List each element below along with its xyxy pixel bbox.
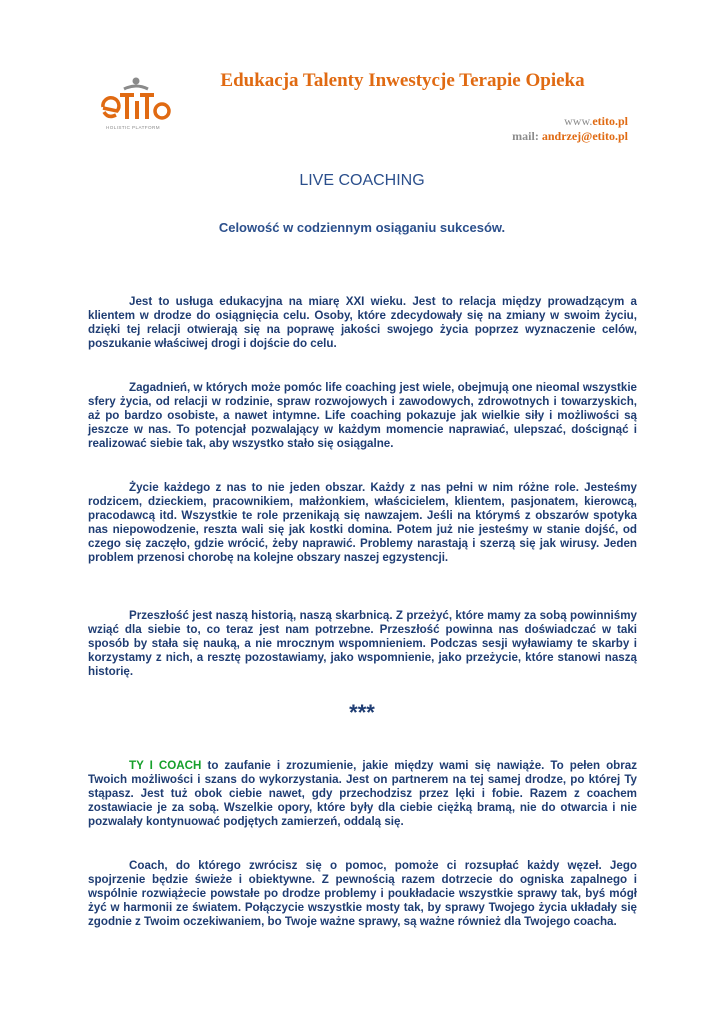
section-separator: *** — [349, 700, 375, 725]
mail-label: mail: — [512, 129, 539, 143]
contact-block — [512, 114, 628, 144]
mail-line — [512, 129, 628, 144]
document-subtitle: Celowość w codziennym osiąganiu sukcesów. — [218, 220, 506, 235]
mail-link[interactable]: andrzej@etito.pl — [541, 129, 628, 143]
paragraph-1: Jest to usługa edukacyjna na miarę XXI wieku. Jest to relacja między prowadzącym a klientem w drodze do osiągnięcia celu. Osoby, które zdecydowały się na zmiany w swoim życiu, dzięki tej relacji otwierają się na poprawę jakości swojego życia poprzez wyznaczenie celów, poszukanie właściwej drogi i dojście do celu. — [88, 295, 637, 351]
etito-logo — [100, 75, 172, 137]
website-prefix: www. — [564, 114, 593, 128]
paragraph-coach — [88, 759, 637, 829]
paragraph-4: Przeszłość jest naszą historią, naszą skarbnicą. Z przeżyć, które mamy za sobą powinniśmy wziąć dla siebie to, co teraz jest nam potrzebne. Przeszłość powinna nas doświadczać w taki sposób by stała się nauką, a nie mrocznym wspomnieniem. Podczas sesji wyławiamy te skarby i korzystamy z nich, a resztę pozostawiamy, jako wspomnienie, jako przeżycie, które stanowi naszą historię. — [88, 609, 637, 679]
logo-tagline: HOLISTIC PLATFORM — [106, 125, 160, 130]
website-link[interactable]: etito.pl — [592, 114, 628, 128]
coach-highlight: TY I COACH — [129, 759, 202, 772]
paragraph-last: Coach, do którego zwrócisz się o pomoc, pomoże ci rozsupłać każdy węzeł. Jego spojrzenie będzie świeże i obiektywne. Z pewnością razem dotrzecie do ogniska zapalnego i wspólnie rozwiążecie powstałe po drodze problemy i poukładacie wszystkie sprawy tak, byś mógł żyć w harmonii ze światem. Połączycie wszystkie mosty tak, by sprawy Twojego życia układały się zgodnie z Twoim oczekiwaniem, bo Twoje ważne sprawy, są ważne również dla Twojego coacha. — [88, 859, 637, 929]
coach-paragraph-text: to zaufanie i zrozumienie, jakie między wami się nawiąże. To pełen obraz Twoich możliwości i szans do wykorzystania. Jest on partnerem na tej samej drodze, po której Ty stąpasz. Jest tuż obok ciebie nawet, gdy przechodzisz przez lęki i fobie. Razem z coachem zostawiacie je za sobą. Wszelkie opory, które były dla ciebie ciężką bramą, nie do otwarcia i nie pozwalały kontynuować podjętych zamierzeń, oddalą się. — [88, 759, 638, 829]
document-title: LIVE COACHING — [299, 172, 425, 189]
paragraph-2: Zagadnień, w których może pomóc life coaching jest wiele, obejmują one nieomal wszystkie sfery życia, od relacji w rodzinie, spraw rozwojowych i zawodowych, zdrowotnych i towarzyskich, aż po bardzo osobiste, a nawet intymne. Life coaching pokazuje jak wielkie siły i możliwości są jeszcze w nas. To potencjał pozwalający w każdym momencie naprawiać, ulepszać, doścignąć i realizować siebie tak, aby wszystko stało się osiągalne. — [88, 381, 637, 451]
website-line — [512, 114, 628, 129]
paragraph-3: Życie każdego z nas to nie jeden obszar. Każdy z nas pełni w nim różne role. Jesteśmy rodzicem, dzieckiem, pracownikiem, małżonkiem, właścicielem, klientem, pasjonatem, kierowcą, pracodawcą itd. Wszystkie te role przenikają się nawzajem. Jeśli na którymś z obszarów spotyka nas niepowodzenie, reszta wali się jak kostki domina. Potem już nie jesteśmy w stanie dojść, od czego się zaczęło, gdzie wrócić, żeby naprawić. Problemy narastają i szerzą się jak wirusy. Jeden problem przenosi chorobę na kolejne obszary naszej egzystencji. — [88, 481, 637, 565]
header-title: Edukacja Talenty Inwestycje Terapie Opieka — [220, 70, 585, 91]
